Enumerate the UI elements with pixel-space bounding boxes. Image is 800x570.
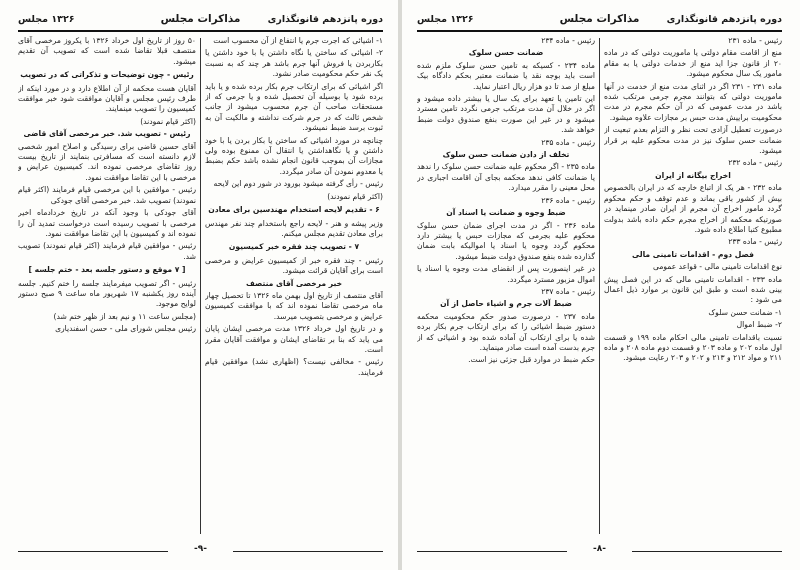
paragraph: چنانچه در مورد اشیائی که ساختن یا بکار بردن یا با خود داشتن و یا نگاهداشتن یا انتقال آن ممنوع بوده ولی مجازات آن بموجب قانون انجام نشده باشد حکم بضبط یا معدوم نمودن آن صادر میگردد.: [205, 135, 383, 176]
right-column-divider: [599, 38, 600, 534]
section-heading: ۶ - تقدیم لایحه استخدام مهندسین برای معادن: [208, 205, 380, 215]
section-heading: ضبط آلات جرم و اشیاء حاصل از آن: [440, 299, 572, 309]
right-header-title: مذاکرات مجلس: [559, 13, 640, 25]
right-header-date: ۱۳۲۶ مجلس: [417, 14, 474, 25]
right-header-session: دوره پانزدهم قانونگذاری: [666, 14, 782, 25]
right-page-number: -۸-: [593, 544, 606, 554]
right-page-right-column: [604, 36, 782, 536]
paragraph: رئیس - اگر تصویب میفرمایند جلسه را ختم کنیم. جلسه آینده روز یکشنبه ۱۷ شهریور ماه ساعت ۹ صبح دستور لوایح موجود.: [18, 278, 196, 309]
section-heading: [ ۷ موقع و دستور جلسه بعد - ختم جلسه ]: [28, 265, 186, 275]
paragraph: ماده ۲۳۳ - اقدامات تامینی مالی که در این فصل پیش بینی شده است و طبق این قانون بر موارد ذیل اعمال می شود :: [604, 274, 782, 305]
paragraph: حکم ضبط در موارد قبل جزئی نیز است.: [468, 355, 595, 365]
paragraph: ماده ۲۳۶ - اگر در مدت اجرای ضمان حسن سلوک محکوم علیه بجرمی که مجازات حبس یا بیشتر دارد محکوم گردد وجوه یا اسناد یا اموالیکه بابت ضمان گذارده شده بنفع صندوق دولت ضبط میشود.: [417, 220, 595, 261]
paragraph: رئیس مجلس شورای ملی - حسن اسفندیاری: [55, 324, 196, 334]
section-heading: ضبط وجوه و ضمانت یا اسناد آن: [446, 208, 566, 218]
paragraph: درصورت تعطیل آزادی تحت نظر و التزام بعدم تبعیت از ضمانت حسن سلوک نیز در مدت محکوم علیه بر قرار میشود.: [604, 125, 782, 156]
paragraph: رئیس - موافقین با این مرخصی قیام فرمایند (اکثر قیام نمودند) تصویب شد. خبر مرخصی آقای جودکی: [18, 185, 196, 205]
left-page-number: -۹-: [194, 544, 207, 554]
paragraph: ۵۰ روز از تاریخ اول خرداد ۱۳۲۶ با یکروز مرخصی آقای منتصف قبلا تقاضا شده است که تصویب آن تقدیم میشود.: [18, 36, 196, 66]
paragraph: رئیس - ماده ۲۳۶: [541, 195, 595, 205]
paragraph: (اکثر قیام نمودند): [327, 191, 383, 201]
paragraph: رئیس - ماده ۲۳۳: [728, 237, 782, 247]
paragraph: (اکثر قیام نمودند): [140, 116, 196, 126]
left-column-divider: [200, 38, 201, 534]
paragraph: رئیس - ماده ۲۳۷: [541, 286, 595, 296]
left-page-right-column: [205, 36, 383, 536]
paragraph: ۲- ضبط اموال: [736, 320, 782, 330]
right-page-header: [417, 12, 782, 32]
paragraph: رئیس - مخالفی نیست؟ (اظهاری نشد) موافقین قیام فرمایند.: [205, 357, 383, 377]
paragraph: ماده ۲۳۷ - درصورت صدور حکم محکومیت محکمه دستور ضبط اشیائی را که برای ارتکاب جرم بکار برده شده یا برای ارتکاب آن آماده شده بود و اشیائی که از جرم بدست آمده است صادر مینماید.: [417, 311, 595, 352]
paragraph: ۱- اشیائی که اجرت جرم یا انتفاع از آن محسوب است: [213, 36, 383, 45]
right-page-footer: [407, 544, 792, 558]
paragraph: آقای جودکی با وجود آنکه در تاریخ خردادماه اخیر مرخصی با تصویب رسیده است درخواست تمدید آن را نموده اند و کمیسیون با این تقاضا موافقت نمود.: [18, 208, 196, 238]
left-header-session: دوره پانزدهم قانونگذاری: [267, 14, 383, 25]
section-heading: رئیس - تصویب شد. خبر مرخصی آقای قاضی: [23, 129, 191, 139]
left-page-header: [18, 12, 383, 32]
paragraph: رئیس - ماده ۲۳۵: [541, 137, 595, 147]
footer-rule: [233, 551, 383, 552]
section-heading: اخراج بیگانه از ایران: [655, 170, 731, 180]
paragraph: (مجلس ساعت ۱۱ و نیم بعد از ظهر ختم شد): [53, 311, 196, 321]
left-header-title: مذاکرات مجلس: [160, 13, 241, 25]
left-page: [8, 6, 393, 562]
right-page: [407, 6, 792, 562]
paragraph: ماده ۲۳۱ - ۲۳۱ اگر در اثنای مدت منع از خدمت در آنها ماموریت دولتی که بتوانند مجرم جرمی مرتکب شده باشد در مدت عمومی که در آن حکم مجرم در مدت محکومیت براییش مدت حبس بر مجازات علاوه میشود.: [604, 81, 782, 122]
paragraph: ماده ۲۳۲ - هر یک از اتباع خارجه که در ایران بالخصوص بیش از کشور باقی بماند و عدم توقف و حکم محکوم گردد مامور اخراج آن مجرم از ایران صادر مینماید در صورتیکه محکمه از اخراج مجرم حکم داده باشد بدولت مطبوع کتبا اطلاع داده شود.: [604, 183, 782, 234]
right-page-left-column: [417, 36, 595, 536]
section-heading: تخلف از دادن ضمانت حسن سلوک: [442, 150, 570, 160]
paragraph: آقایان هست محکمه از آن اطلاع دارد و در مورد اینکه از طرف رئیس مجلس و آقایان موافقت شود خبر موافقت کمیسیون را تصویب مینمایند.: [18, 83, 196, 114]
paragraph: رئیس - موافقین قیام فرمایند (اکثر قیام نمودند) تصویب شد.: [18, 241, 196, 261]
paragraph: رئیس - رأی گرفته میشود بورود در شور دوم این لایحه: [213, 179, 383, 189]
left-page-footer: [8, 544, 393, 558]
paragraph: در غیر اینصورت پس از انقضای مدت وجوه یا اسناد یا اموال مزبور مسترد میگردد.: [417, 264, 595, 284]
paragraph: ماده ۲۳۴ - کسیکه به تامین حسن سلوک ملزم شده است باید بوجه نقد یا ضمانت معتبر بحکم دادگاه بیک مبلغ از صد تا دو هزار ریال اعتبار نماید.: [417, 60, 595, 91]
paragraph: ۱- ضمانت حسن سلوک: [708, 307, 782, 317]
section-heading: ضمانت حسن سلوک: [468, 48, 544, 58]
paragraph: این تامین یا تعهد برای یک سال یا بیشتر داده میشود و اگر در خلال آن مدت مرتکب جرمی نگردد تامین مسترد میشود و در غیر این صورت بنفع صندوق دولت ضبط خواهد شد.: [417, 94, 595, 135]
paragraph: اگر اشیائی که برای ارتکاب جرم بکار برده شده و یا باید برده شود یا بوسیله آن تحصیل شده و یا جرمی که از مستحقات صاحب آن جرم محسوب میشود از جانب شخص ثالث که در جرم شرکت نداشته و مالکیت آن به ثبوت برسد ضبط نمیشود.: [205, 81, 383, 133]
paragraph: رئیس - چند فقره خبر از کمیسیون عرایض و مرخصی است برای آقایان قرائت میشود.: [205, 255, 383, 276]
footer-rule: [632, 551, 782, 552]
section-heading: خبر مرخصی آقای منتصف: [245, 278, 343, 288]
paragraph: نوع اقدامات تامینی مالی - قواعد عمومی: [652, 262, 782, 272]
paragraph: آقای حسین قاضی برای رسیدگی و اصلاح امور شخصی لازم دانسته است که مسافرتی بنمایند از تاریخ بیست روز تقاضای مرخصی نموده اند. کمیسیون عرایض و مرخصی با این تقاضا موافقت نمود.: [18, 141, 196, 182]
paragraph: ۲- اشیائی که ساختن یا نگاه داشتن یا با خود داشتن یا بکاربردن یا فروش آنها جرم باشد هر چند که به نسبت یک نفر حکم محکومیت صادر نشود.: [205, 48, 383, 79]
paragraph: و در تاریخ اول خرداد ۱۳۲۶ مدت مرخصی ایشان پایان می یابد که بنا بر تقاضای ایشان و موافقت آقایان مقرر است.: [205, 324, 383, 354]
left-page-left-column: [18, 36, 196, 536]
section-heading: رئیس - چون توضیحات و تذکراتی که در تصویب: [20, 70, 194, 80]
paragraph: نسبت باقدامات تامینی مالی احکام ماده ۱۹۹ و قسمت اول ماده ۲۰۲ و ماده ۲۰۳ و قسمت دوم ماده ۲۰۸ و ماده ۲۱۱ و مواد ۲۱۲ و ۲۱۳ و ۲۰۲ و ۲۰۳ رعایت میشود.: [604, 332, 782, 363]
paragraph: رئیس - ماده ۲۳۴: [541, 36, 595, 45]
paragraph: وزیر پیشه و هنر - لایحه راجع باستخدام چند نفر مهندس برای معادن تقدیم مجلس میکنم.: [205, 218, 383, 238]
paragraph: رئیس - ماده ۲۳۲: [728, 158, 782, 168]
left-header-date: ۱۳۲۶ مجلس: [18, 14, 75, 25]
section-heading: ۷ - تصویب چند فقره خبر کمیسیون: [228, 242, 360, 252]
paragraph: ماده ۲۳۵ - اگر محکوم علیه ضمانت حسن سلوک را ندهد یا ضمانت کافی ندهد محکمه بجای آن اقامت اجباری در محل معینی را مقرر میدارد.: [417, 162, 595, 193]
section-heading: فصل دوم - اقدامات تامینی مالی: [632, 249, 754, 259]
paragraph: منع از اقامت مقام دولتی یا ماموریت دولتی که در ماده ۲۰ از قانون جزا اید منع از خدمات دولتی یا به مقام مامور یک سال محکوم میشود.: [604, 48, 782, 79]
paragraph: آقای منتصف از تاریخ اول بهمن ماه ۱۳۲۶ تا تحصیل چهار ماه مرخصی تقاضا نموده اند که با موافقت کمیسیون عرایض و مرخصی بتصویب میرسد.: [205, 290, 383, 321]
paragraph: رئیس - ماده ۲۳۱: [728, 36, 782, 45]
book-gutter: [398, 0, 402, 570]
